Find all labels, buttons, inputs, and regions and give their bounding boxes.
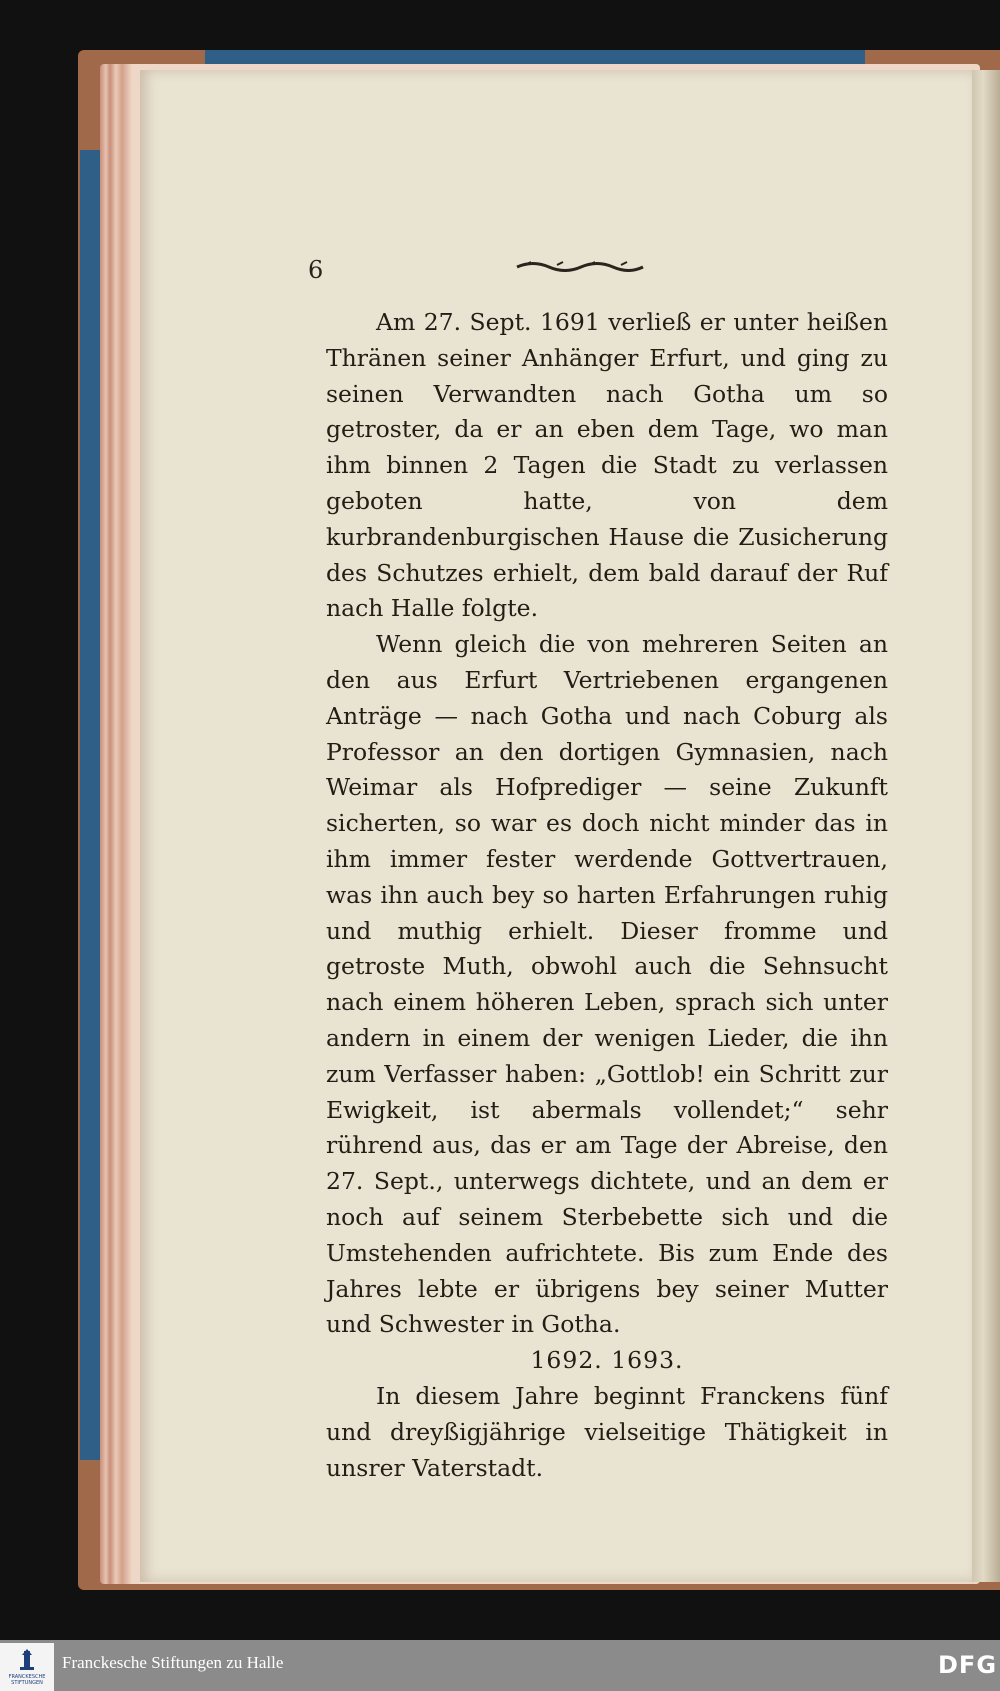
right-page-edge	[972, 70, 1000, 1582]
logo-text: FRANCKESCHE STIFTUNGEN	[8, 1674, 46, 1686]
year-heading: 1692. 1693.	[530, 1346, 684, 1375]
paragraph-2: Wenn gleich die von mehreren Seiten an den aus Erfurt Vertriebenen ergangenen Anträge — nach Gotha und nach Coburg als Professor an den dortigen Gymnasien, nach Weimar als Hofprediger — seine Zukunft sicherten, so war es doch nicht minder das in ihm immer fester werdende Gottvertrauen, was ihn auch bey so harten Erfahrungen ruhig und muthig erhielt. Dieser fromme und getroste Muth, obwohl auch die Sehnsucht nach einem höheren Leben, sprach sich unter andern in einem der wenigen Lieder, die ihn zum Verfasser haben: „Gottlob! ein Schritt zur Ewigkeit, ist abermals vollendet;“ sehr rührend aus, das er am Tage der Abreise, den 27. Sept., unterwegs dichtete, und an dem er noch auf seinem Sterbebette sich und die Umstehenden aufrichtete. Bis zum Ende des Jahres lebte er übrigens bey seiner Mutter und Schwester in Gotha.	[326, 630, 888, 1339]
page-number: 6	[308, 256, 324, 284]
paragraph-1: Am 27. Sept. 1691 verließ er unter heißen Thränen seiner Anhänger Erfurt, und ging zu seinen Verwandten nach Gotha um so getroster, da er an eben dem Tage, wo man ihm binnen 2 Tagen die Stadt zu verlassen geboten hatte, von dem kurbrandenburgischen Hause die Zusicherung des Schutzes erhielt, dem bald darauf der Ruf nach Halle folgte.	[326, 308, 888, 623]
paragraph-3: In diesem Jahre beginnt Franckens fünf und dreyßigjährige vielseitige Thätigkeit in unsrer Vaterstadt.	[326, 1381, 888, 1482]
tower-icon	[16, 1649, 38, 1671]
main-text	[326, 305, 888, 1486]
ornament-divider	[515, 258, 645, 272]
franckesche-logo	[0, 1643, 54, 1691]
institution-name[interactable]: Franckesche Stiftungen zu Halle	[62, 1653, 284, 1672]
dfg-logo[interactable]: DFG	[938, 1651, 998, 1679]
